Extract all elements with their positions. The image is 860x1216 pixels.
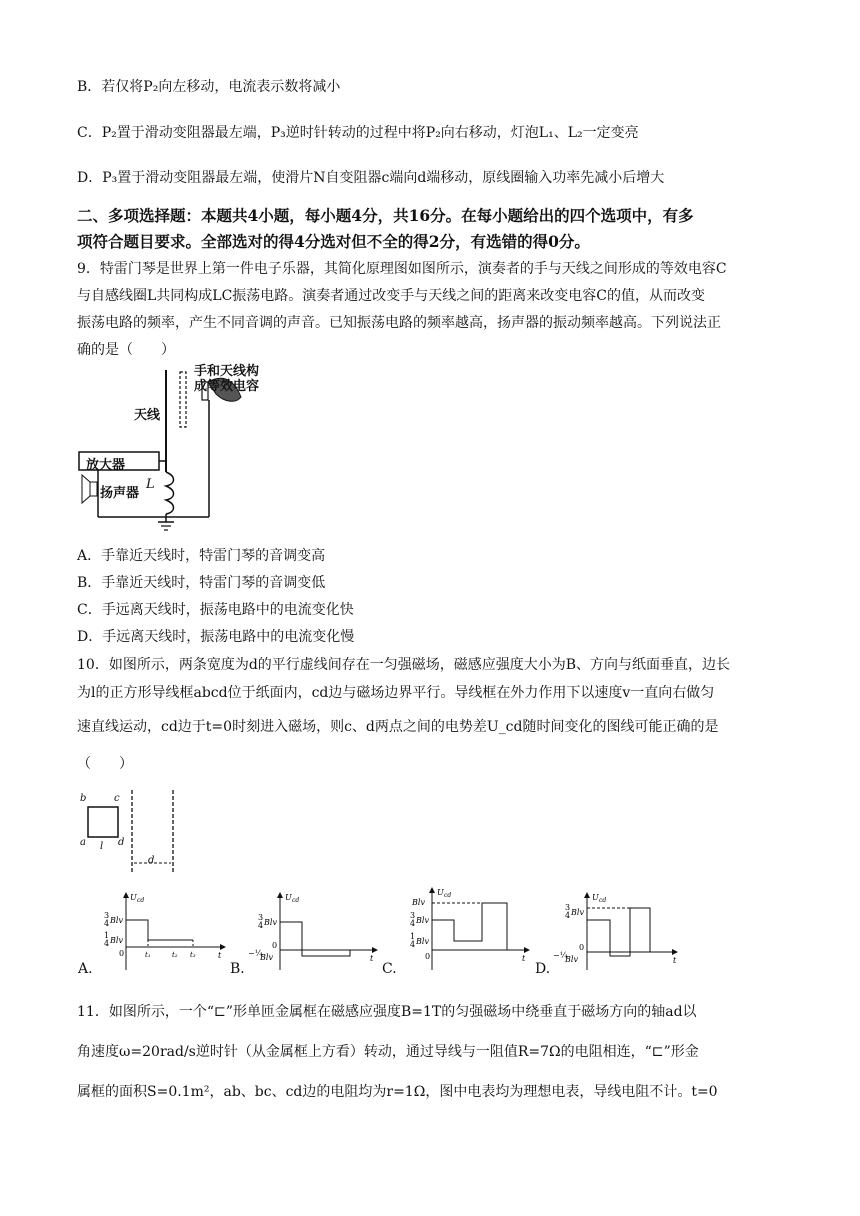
label-c: c bbox=[114, 793, 120, 804]
svg-text:4: 4 bbox=[565, 911, 571, 920]
svg-text:U: U bbox=[592, 893, 599, 902]
svg-text:t: t bbox=[370, 954, 374, 963]
theremin-circuit-figure bbox=[76, 362, 276, 537]
q8-option-c: C．P₂置于滑动变阻器最左端，P₃逆时针转动的过程中将P₂向右移动，灯泡L₁、L₂一定变亮 bbox=[77, 125, 639, 141]
svg-text:Blv: Blv bbox=[565, 955, 578, 964]
svg-text:Blv: Blv bbox=[571, 908, 584, 917]
svg-text:3: 3 bbox=[104, 911, 110, 920]
svg-text:Blv: Blv bbox=[412, 898, 425, 907]
q8-option-d: D．P₃置于滑动变阻器最左端，使滑片N自变阻器c端向d端移动，原线圈输入功率先减小后增大 bbox=[77, 170, 665, 186]
label-b: b bbox=[80, 793, 87, 804]
svg-text:Blv: Blv bbox=[416, 937, 429, 946]
svg-text:4: 4 bbox=[104, 919, 110, 928]
svg-text:0: 0 bbox=[119, 949, 125, 958]
svg-text:t: t bbox=[673, 956, 677, 965]
svg-text:cd: cd bbox=[599, 897, 607, 904]
svg-text:cd: cd bbox=[137, 897, 145, 904]
svg-text:3: 3 bbox=[258, 913, 264, 922]
q11-stem-line3: 属框的面积S=0.1m²，ab、bc、cd边的电阻均为r=1Ω，图中电表均为理想电表，导线电阻不计。t=0 bbox=[77, 1084, 718, 1100]
option-a-letter: A. bbox=[78, 961, 93, 977]
svg-text:0: 0 bbox=[425, 952, 431, 961]
graph-option-b bbox=[230, 890, 380, 975]
svg-text:cd: cd bbox=[444, 892, 452, 899]
speaker-icon bbox=[90, 482, 97, 496]
svg-text:cd: cd bbox=[292, 897, 300, 904]
antenna-label: 天线 bbox=[134, 408, 161, 423]
svg-text:t: t bbox=[522, 954, 526, 963]
svg-text:1: 1 bbox=[410, 932, 416, 941]
q8-option-b: B．若仅将P₂向左移动，电流表示数将减小 bbox=[77, 79, 341, 95]
graph-option-c bbox=[382, 885, 532, 975]
amplifier-label: 放大器 bbox=[86, 458, 126, 473]
label-a: a bbox=[80, 837, 86, 848]
svg-text:0: 0 bbox=[579, 943, 585, 952]
svg-text:t₂: t₂ bbox=[172, 951, 178, 959]
section-heading-line2: 项符合题目要求。全部选对的得4分选对但不全的得2分，有选错的得0分。 bbox=[77, 232, 590, 251]
svg-text:4: 4 bbox=[258, 921, 264, 930]
label-l: l bbox=[100, 841, 104, 852]
speaker-label: 扬声器 bbox=[100, 486, 140, 501]
svg-text:U: U bbox=[437, 888, 444, 897]
q11-stem-line1: 11．如图所示，一个“⊏”形单匝金属框在磁感应强度B=1T的匀强磁场中绕垂直于磁场方向的轴ad以 bbox=[77, 1004, 697, 1020]
label-width-d: d bbox=[148, 855, 155, 866]
graph-option-d bbox=[535, 890, 685, 975]
svg-text:t: t bbox=[218, 951, 222, 960]
svg-text:Blv: Blv bbox=[110, 936, 123, 945]
svg-text:−¼: −¼ bbox=[553, 951, 568, 960]
q10-stem-line2: 为l的正方形导线框abcd位于纸面内，cd边与磁场边界平行。导线框在外力作用下以速度v一直向右做匀 bbox=[77, 685, 715, 701]
coil-icon bbox=[166, 472, 174, 514]
square-frame bbox=[88, 807, 118, 837]
svg-text:4: 4 bbox=[410, 940, 416, 949]
q9-stem-line4: 确的是（ ） bbox=[77, 342, 175, 358]
svg-text:3: 3 bbox=[565, 903, 571, 912]
svg-text:1: 1 bbox=[104, 931, 110, 940]
q10-stem-line4: （ ） bbox=[77, 756, 133, 772]
svg-text:U: U bbox=[130, 893, 137, 902]
coil-label: L bbox=[146, 477, 155, 492]
option-b-letter: B. bbox=[230, 961, 245, 977]
svg-text:t₁: t₁ bbox=[145, 951, 151, 959]
svg-text:Blv: Blv bbox=[264, 918, 277, 927]
capacitor-label: 手和天线构成等效电容 bbox=[194, 364, 260, 394]
label-d: d bbox=[118, 837, 125, 848]
q10-stem-line3: 速直线运动，cd边于t=0时刻进入磁场，则c、d两点之间的电势差U_cd随时间变化的图线可能正确的是 bbox=[77, 719, 719, 735]
option-d-letter: D. bbox=[535, 961, 551, 977]
svg-text:3: 3 bbox=[410, 911, 416, 920]
svg-text:Blv: Blv bbox=[260, 953, 273, 962]
q9-stem-line3: 振荡电路的频率，产生不同音调的声音。已知振荡电路的频率越高，扬声器的振动频率越高。下列说法正 bbox=[77, 315, 721, 331]
svg-text:U: U bbox=[285, 893, 292, 902]
q10-stem-line1: 10．如图所示，两条宽度为d的平行虚线间存在一匀强磁场，磁感应强度大小为B、方向与纸面垂直，边长 bbox=[77, 657, 731, 673]
svg-text:Blv: Blv bbox=[416, 916, 429, 925]
svg-text:4: 4 bbox=[104, 939, 110, 948]
q9-option-b: B．手靠近天线时，特雷门琴的音调变低 bbox=[77, 575, 326, 591]
svg-text:0: 0 bbox=[272, 941, 278, 950]
q9-option-c: C．手远离天线时，振荡电路中的电流变化快 bbox=[77, 602, 354, 618]
square-frame-figure bbox=[78, 785, 188, 875]
q9-option-d: D．手远离天线时，振荡电路中的电流变化慢 bbox=[77, 629, 355, 645]
option-c-letter: C. bbox=[382, 961, 397, 977]
q9-stem-line1: 9．特雷门琴是世界上第一件电子乐器，其简化原理图如图所示，演奏者的手与天线之间形成的等效电容C bbox=[77, 261, 727, 277]
svg-text:Blv: Blv bbox=[110, 916, 123, 925]
svg-text:t₃: t₃ bbox=[190, 951, 196, 959]
section-heading-line1: 二、多项选择题：本题共4小题，每小题4分，共16分。在每小题给出的四个选项中，有多 bbox=[77, 206, 694, 225]
svg-text:−¼: −¼ bbox=[248, 949, 263, 958]
q9-stem-line2: 与自感线圈L共同构成LC振荡电路。演奏者通过改变手与天线之间的距离来改变电容C的值，从而改变 bbox=[77, 288, 706, 304]
svg-text:4: 4 bbox=[410, 919, 416, 928]
graph-option-a bbox=[78, 890, 228, 975]
q9-option-a: A．手靠近天线时，特雷门琴的音调变高 bbox=[77, 548, 326, 564]
q11-stem-line2: 角速度ω=20rad/s逆时针（从金属框上方看）转动，通过导线与一阻值R=7Ω的电阻相连，“⊏”形金 bbox=[77, 1044, 699, 1060]
